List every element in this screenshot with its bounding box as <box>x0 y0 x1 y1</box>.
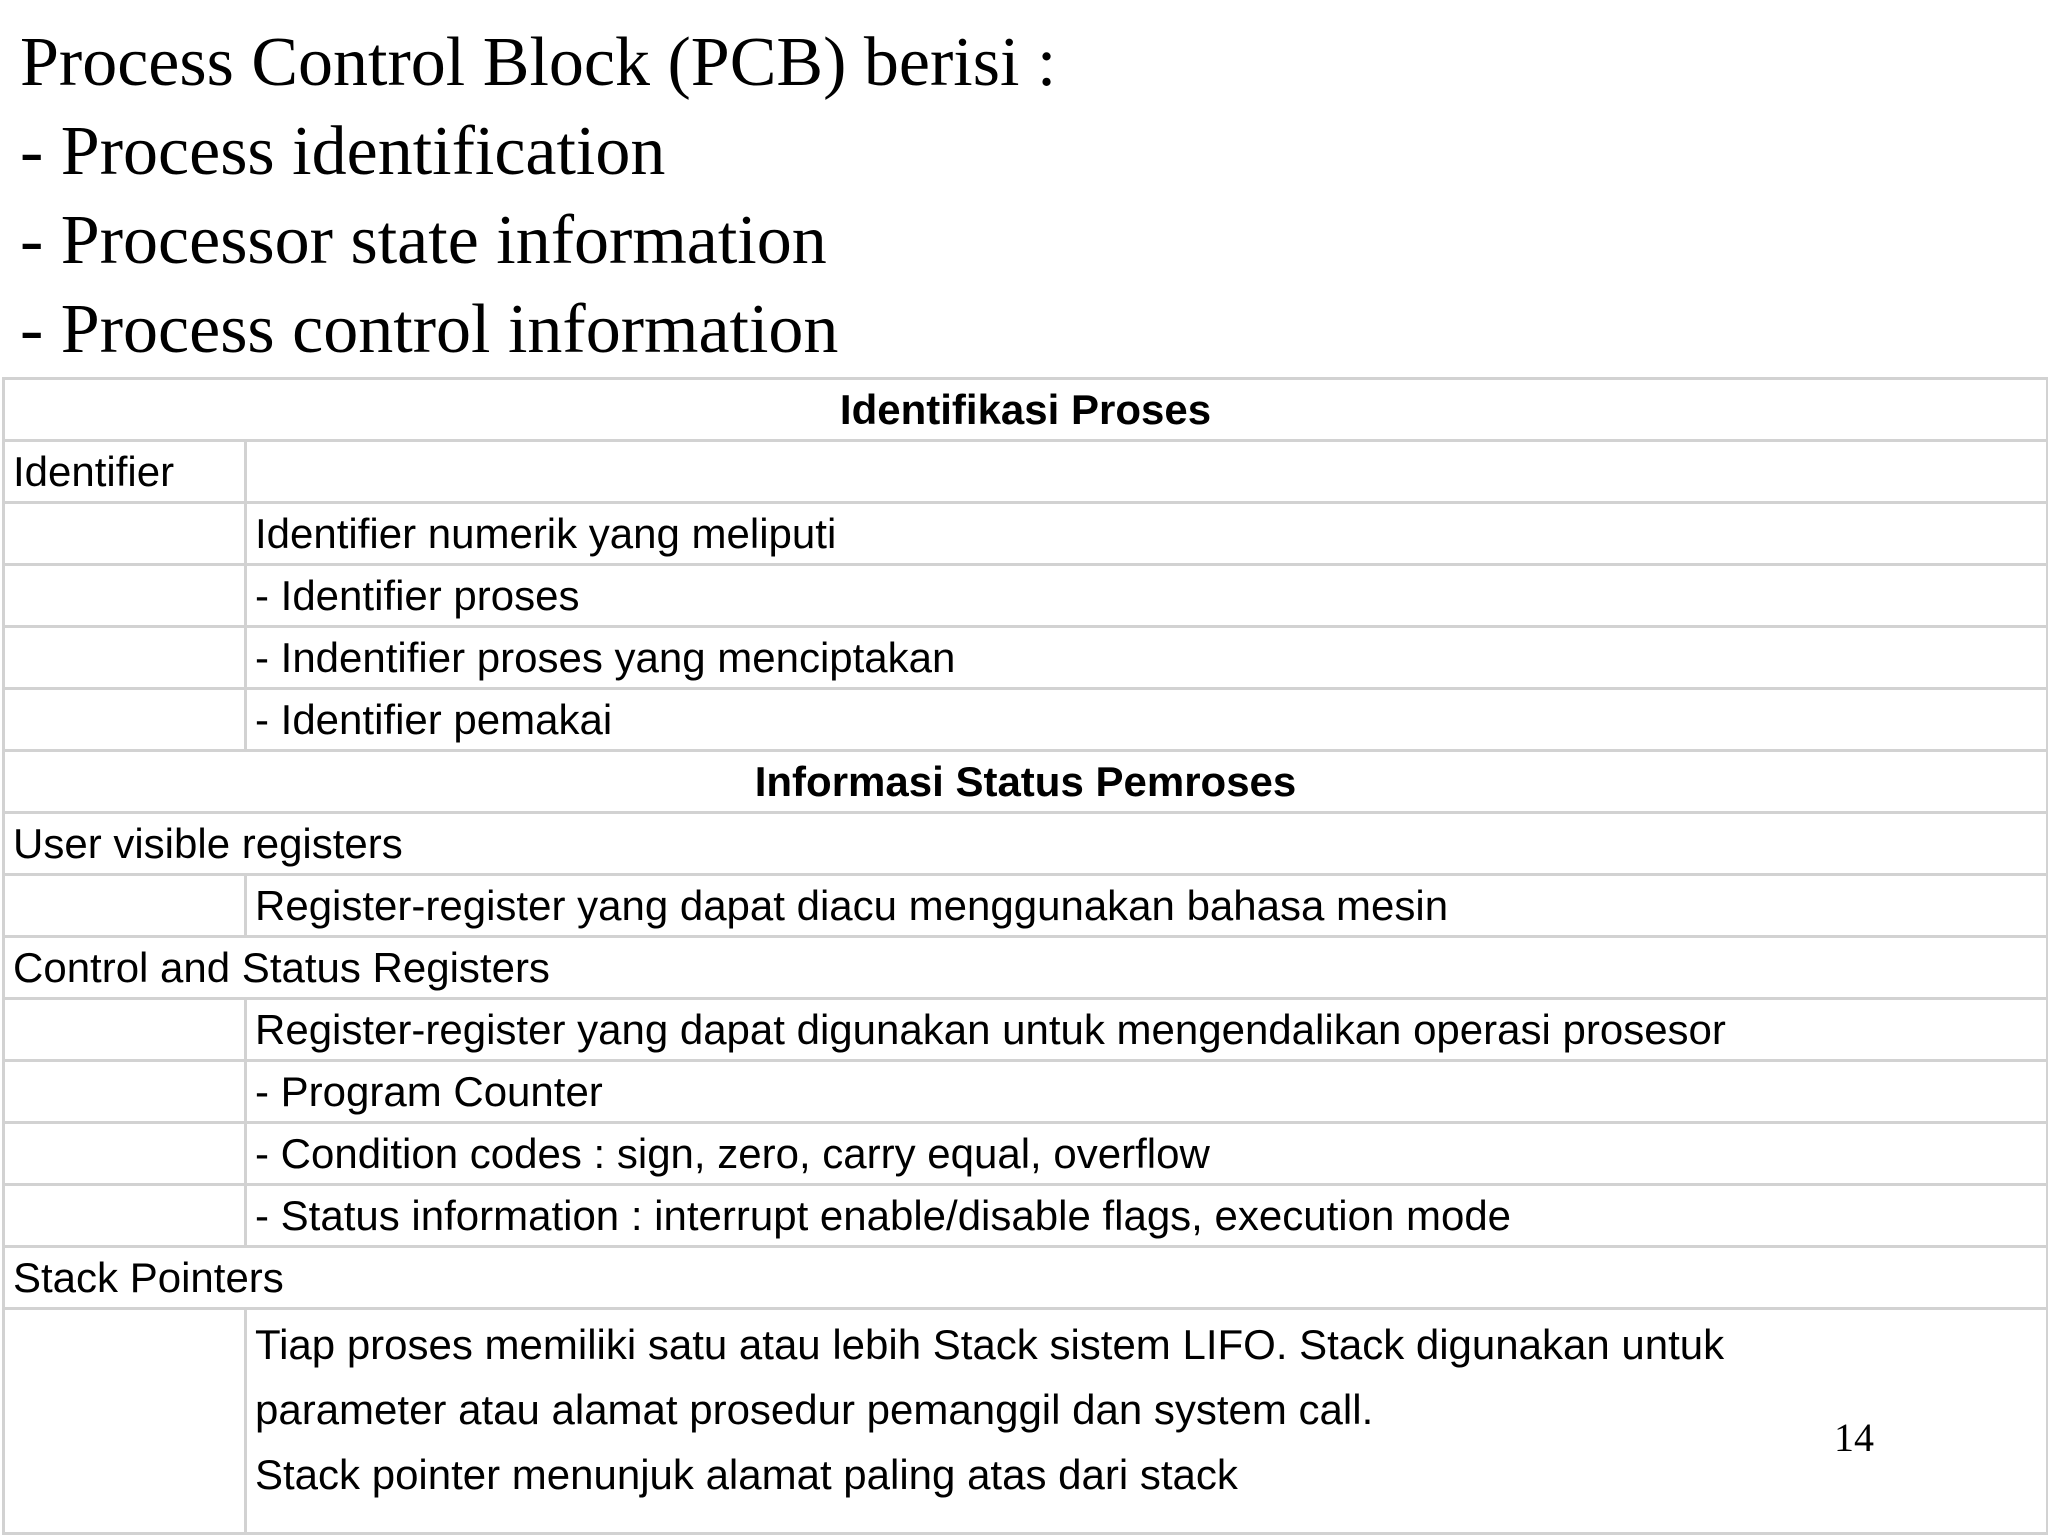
table-row <box>4 937 2048 999</box>
empty-cell <box>4 999 246 1061</box>
row-label-user-visible-registers: User visible registers <box>4 813 2048 875</box>
table-row <box>4 999 2048 1061</box>
table-row <box>4 1247 2048 1309</box>
page-number: 14 <box>1834 1415 1874 1460</box>
section-header-identifikasi: Identifikasi Proses <box>4 379 2048 441</box>
table-row <box>4 813 2048 875</box>
heading-title: Process Control Block (PCB) berisi : <box>20 24 1057 101</box>
row-label-stack-pointers: Stack Pointers <box>4 1247 2048 1309</box>
table-row <box>4 503 2048 565</box>
row-label-control-status-registers: Control and Status Registers <box>4 937 2048 999</box>
row-detail-stack-pointers <box>246 1309 2048 1534</box>
heading-item-processor-state: - Processor state information <box>20 202 827 279</box>
table-row <box>4 1185 2048 1247</box>
empty-cell <box>4 1061 246 1123</box>
row-detail: Identifier numerik yang meliputi <box>246 503 2048 565</box>
row-detail: - Program Counter <box>246 1061 2048 1123</box>
table-row <box>4 1309 2048 1534</box>
empty-cell <box>4 689 246 751</box>
empty-cell <box>4 503 246 565</box>
row-detail: - Identifier pemakai <box>246 689 2048 751</box>
row-detail: - Identifier proses <box>246 565 2048 627</box>
table-row <box>4 441 2048 503</box>
heading-item-process-identification: - Process identification <box>20 113 666 190</box>
stack-desc-line: Stack pointer menunjuk alamat paling atas dari stack <box>255 1451 1238 1498</box>
row-detail: Register-register yang dapat digunakan untuk mengendalikan operasi prosesor <box>246 999 2048 1061</box>
section-header-informasi-status: Informasi Status Pemroses <box>4 751 2048 813</box>
stack-desc-line: Tiap proses memiliki satu atau lebih Stack sistem LIFO. Stack digunakan untuk <box>255 1321 1725 1368</box>
empty-cell <box>4 1309 246 1534</box>
stack-desc-line: parameter atau alamat prosedur pemanggil dan system call. <box>255 1386 1374 1433</box>
table-row <box>4 627 2048 689</box>
empty-cell <box>4 1185 246 1247</box>
empty-cell <box>246 441 2048 503</box>
row-detail: - Status information : interrupt enable/disable flags, execution mode <box>246 1185 2048 1247</box>
table-row <box>4 875 2048 937</box>
row-detail: - Condition codes : sign, zero, carry equal, overflow <box>246 1123 2048 1185</box>
table-row <box>4 751 2048 813</box>
table-row <box>4 1123 2048 1185</box>
row-label-identifier: Identifier <box>4 441 246 503</box>
row-detail: - Indentifier proses yang menciptakan <box>246 627 2048 689</box>
table-row <box>4 565 2048 627</box>
heading-item-process-control: - Process control information <box>20 291 839 368</box>
slide-heading <box>20 18 1056 374</box>
empty-cell <box>4 875 246 937</box>
table-row <box>4 379 2048 441</box>
empty-cell <box>4 565 246 627</box>
empty-cell <box>4 627 246 689</box>
table-row <box>4 689 2048 751</box>
row-detail: Register-register yang dapat diacu menggunakan bahasa mesin <box>246 875 2048 937</box>
pcb-table <box>2 377 2048 1535</box>
table-row <box>4 1061 2048 1123</box>
empty-cell <box>4 1123 246 1185</box>
